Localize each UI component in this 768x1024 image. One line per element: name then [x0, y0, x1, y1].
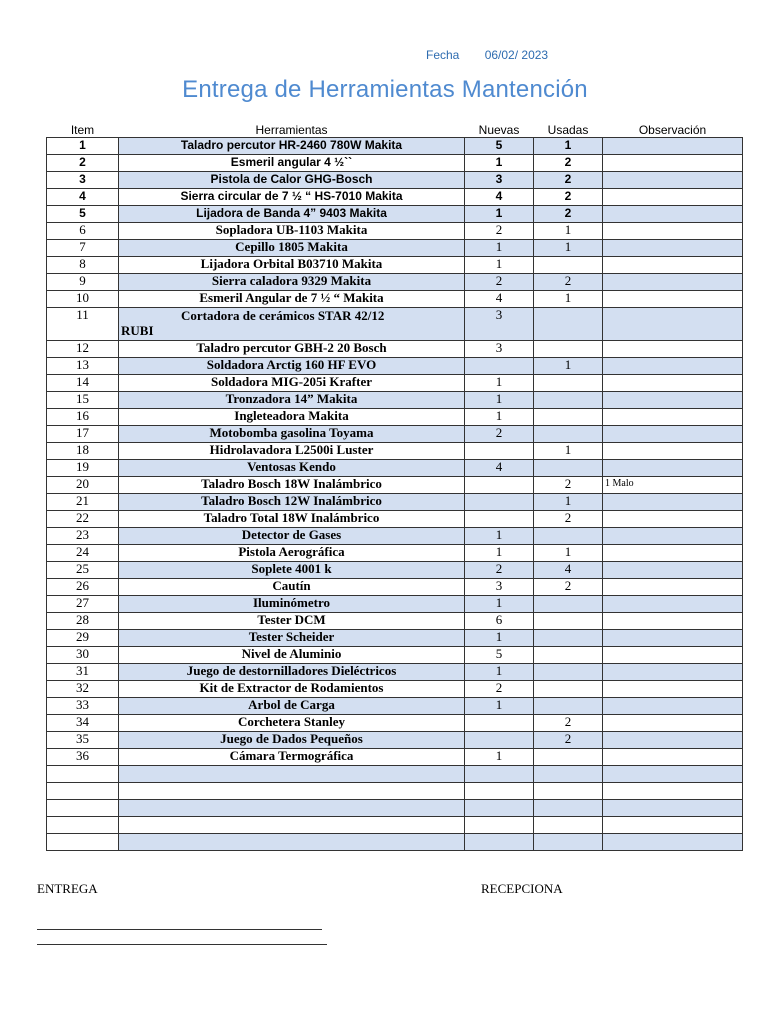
usadas-cell: [534, 460, 603, 477]
nuevas-cell: 3: [465, 579, 534, 596]
usadas-cell: [534, 375, 603, 392]
item-number-cell: [47, 817, 119, 834]
nuevas-cell: 1: [465, 240, 534, 257]
tool-name-cell: Cámara Termográfica: [119, 749, 465, 766]
usadas-cell: [534, 341, 603, 358]
tool-name-cell: Juego de destornilladores Dieléctricos: [119, 664, 465, 681]
nuevas-cell: [465, 834, 534, 851]
observacion-cell: [603, 596, 743, 613]
nuevas-cell: 4: [465, 460, 534, 477]
nuevas-cell: 6: [465, 613, 534, 630]
observacion-cell: [603, 155, 743, 172]
table-header-row: [47, 122, 743, 138]
date-line: [426, 48, 548, 62]
item-number-cell: 8: [47, 257, 119, 274]
item-number-cell: 31: [47, 664, 119, 681]
item-number-cell: 26: [47, 579, 119, 596]
table-row: [47, 206, 743, 223]
nuevas-cell: 1: [465, 528, 534, 545]
tool-name-cell: Lijadora Orbital B03710 Makita: [119, 257, 465, 274]
nuevas-cell: [465, 443, 534, 460]
tool-name-cell: Motobomba gasolina Toyama: [119, 426, 465, 443]
usadas-cell: 1: [534, 240, 603, 257]
usadas-cell: 2: [534, 189, 603, 206]
item-number-cell: 5: [47, 206, 119, 223]
column-header-item: Item: [70, 123, 95, 137]
observacion-cell: [603, 528, 743, 545]
nuevas-cell: 3: [465, 308, 534, 341]
tool-name-cell: Pistola de Calor GHG-Bosch: [119, 172, 465, 189]
usadas-cell: [534, 766, 603, 783]
tool-name-cell: Detector de Gases: [119, 528, 465, 545]
item-number-cell: 20: [47, 477, 119, 494]
table-row: [47, 155, 743, 172]
usadas-cell: 2: [534, 206, 603, 223]
table-row: [47, 698, 743, 715]
item-number-cell: 28: [47, 613, 119, 630]
table-body: [47, 138, 743, 851]
nuevas-cell: [465, 766, 534, 783]
observacion-cell: [603, 800, 743, 817]
item-number-cell: 3: [47, 172, 119, 189]
tool-name-cell: Arbol de Carga: [119, 698, 465, 715]
tool-name-cell: Sierra caladora 9329 Makita: [119, 274, 465, 291]
usadas-cell: [534, 613, 603, 630]
nuevas-cell: 3: [465, 341, 534, 358]
table-row: [47, 579, 743, 596]
usadas-cell: 2: [534, 579, 603, 596]
table-row: [47, 681, 743, 698]
tool-name-cell: Hidrolavadora L2500i Luster: [119, 443, 465, 460]
date-label: Fecha: [426, 48, 460, 62]
tool-name-line: Cortadora de cerámicos STAR 42/12: [181, 308, 385, 323]
nuevas-cell: 1: [465, 630, 534, 647]
observacion-cell: [603, 698, 743, 715]
table-row: [47, 630, 743, 647]
observacion-cell: [603, 291, 743, 308]
usadas-cell: [534, 596, 603, 613]
tool-name-cell: Ingleteadora Makita: [119, 409, 465, 426]
nuevas-cell: [465, 800, 534, 817]
nuevas-cell: 3: [465, 172, 534, 189]
table-row: [47, 800, 743, 817]
tool-name-cell: Sierra circular de 7 ½ “ HS-7010 Makita: [119, 189, 465, 206]
usadas-cell: [534, 834, 603, 851]
tool-name-cell: Nivel de Aluminio: [119, 647, 465, 664]
nuevas-cell: 1: [465, 664, 534, 681]
usadas-cell: 1: [534, 223, 603, 240]
observacion-cell: [603, 562, 743, 579]
table-row: [47, 477, 743, 494]
table-row: [47, 647, 743, 664]
date-value: 06/02/ 2023: [484, 48, 549, 62]
item-number-cell: 33: [47, 698, 119, 715]
usadas-cell: 2: [534, 511, 603, 528]
observacion-cell: [603, 358, 743, 375]
observacion-cell: [603, 375, 743, 392]
observacion-cell: [603, 511, 743, 528]
tool-name-cell: [119, 800, 465, 817]
observacion-cell: [603, 732, 743, 749]
observacion-cell: [603, 257, 743, 274]
usadas-cell: [534, 749, 603, 766]
column-header-usadas: Usadas: [547, 123, 589, 137]
nuevas-cell: 1: [465, 206, 534, 223]
observacion-cell: [603, 647, 743, 664]
nuevas-cell: 2: [465, 274, 534, 291]
tool-name-cell: Tester DCM: [119, 613, 465, 630]
nuevas-cell: 5: [465, 647, 534, 664]
usadas-cell: [534, 664, 603, 681]
item-number-cell: 30: [47, 647, 119, 664]
usadas-cell: [534, 817, 603, 834]
nuevas-cell: 2: [465, 562, 534, 579]
item-number-cell: 19: [47, 460, 119, 477]
signature-line: [37, 944, 327, 945]
item-number-cell: 22: [47, 511, 119, 528]
observacion-cell: [603, 240, 743, 257]
item-number-cell: 36: [47, 749, 119, 766]
tool-name-cell: [119, 783, 465, 800]
usadas-cell: 2: [534, 172, 603, 189]
tool-name-cell: Juego de Dados Pequeños: [119, 732, 465, 749]
item-number-cell: 12: [47, 341, 119, 358]
nuevas-cell: 1: [465, 545, 534, 562]
item-number-cell: [47, 766, 119, 783]
tool-name-cell: Cautín: [119, 579, 465, 596]
signature-label-entrega: ENTREGA: [37, 881, 98, 896]
tool-name-cell: Sopladora UB-1103 Makita: [119, 223, 465, 240]
table-row: [47, 749, 743, 766]
observacion-cell: [603, 613, 743, 630]
table-row: [47, 223, 743, 240]
table-row: [47, 409, 743, 426]
table-row: [47, 341, 743, 358]
nuevas-cell: 1: [465, 155, 534, 172]
observacion-cell: [603, 189, 743, 206]
observacion-cell: [603, 766, 743, 783]
usadas-cell: [534, 392, 603, 409]
item-number-cell: 34: [47, 715, 119, 732]
usadas-cell: 1: [534, 291, 603, 308]
signature-line: [37, 929, 322, 930]
observacion-cell: [603, 426, 743, 443]
tool-name-cell: [119, 766, 465, 783]
observacion-cell: 1 Malo: [603, 477, 743, 494]
table-row: [47, 172, 743, 189]
tool-name-cell: Kit de Extractor de Rodamientos: [119, 681, 465, 698]
item-number-cell: [47, 800, 119, 817]
item-number-cell: 27: [47, 596, 119, 613]
usadas-cell: 2: [534, 477, 603, 494]
nuevas-cell: 4: [465, 291, 534, 308]
item-number-cell: 9: [47, 274, 119, 291]
table-row: [47, 715, 743, 732]
table-row: [47, 664, 743, 681]
observacion-cell: [603, 274, 743, 291]
observacion-cell: [603, 664, 743, 681]
nuevas-cell: 2: [465, 223, 534, 240]
table-row: [47, 783, 743, 800]
usadas-cell: [534, 630, 603, 647]
nuevas-cell: 1: [465, 596, 534, 613]
item-number-cell: 23: [47, 528, 119, 545]
usadas-cell: [534, 681, 603, 698]
table-row: [47, 613, 743, 630]
nuevas-cell: [465, 817, 534, 834]
tool-name-cell: Soldadora MIG-205i Krafter: [119, 375, 465, 392]
usadas-cell: [534, 647, 603, 664]
nuevas-cell: 2: [465, 681, 534, 698]
item-number-cell: 6: [47, 223, 119, 240]
page-title-text: Entrega de Herramientas Mantención: [182, 76, 588, 103]
observacion-cell: [603, 834, 743, 851]
page-title: [0, 76, 768, 104]
tool-name-cell: Esmeril angular 4 ½``: [119, 155, 465, 172]
usadas-cell: 2: [534, 274, 603, 291]
item-number-cell: 18: [47, 443, 119, 460]
item-number-cell: 29: [47, 630, 119, 647]
tool-name-cell: Ventosas Kendo: [119, 460, 465, 477]
table-row: [47, 291, 743, 308]
item-number-cell: [47, 783, 119, 800]
nuevas-cell: 2: [465, 426, 534, 443]
item-number-cell: 25: [47, 562, 119, 579]
nuevas-cell: 5: [465, 138, 534, 155]
tool-name-cell: Corchetera Stanley: [119, 715, 465, 732]
observacion-cell: [603, 630, 743, 647]
tool-name-cell: Tester Scheider: [119, 630, 465, 647]
observacion-cell: [603, 138, 743, 155]
nuevas-cell: 1: [465, 375, 534, 392]
observacion-cell: [603, 817, 743, 834]
table-row: [47, 426, 743, 443]
observacion-cell: [603, 308, 743, 341]
tool-name-cell: Iluminómetro: [119, 596, 465, 613]
table-row: [47, 494, 743, 511]
observacion-cell: [603, 749, 743, 766]
observacion-cell: [603, 206, 743, 223]
nuevas-cell: 1: [465, 392, 534, 409]
tool-name-cell: Taladro percutor GBH-2 20 Bosch: [119, 341, 465, 358]
observacion-cell: [603, 494, 743, 511]
usadas-cell: 4: [534, 562, 603, 579]
item-number-cell: 13: [47, 358, 119, 375]
observacion-cell: [603, 223, 743, 240]
item-number-cell: 11: [47, 308, 119, 341]
observacion-cell: [603, 172, 743, 189]
nuevas-cell: [465, 732, 534, 749]
nuevas-cell: [465, 477, 534, 494]
usadas-cell: 1: [534, 358, 603, 375]
observacion-cell: [603, 681, 743, 698]
nuevas-cell: 1: [465, 257, 534, 274]
tool-name-cell: Taladro Total 18W Inalámbrico: [119, 511, 465, 528]
table-row: [47, 817, 743, 834]
observacion-cell: [603, 443, 743, 460]
table-row: [47, 375, 743, 392]
usadas-cell: 2: [534, 155, 603, 172]
table-row: [47, 766, 743, 783]
item-number-cell: 17: [47, 426, 119, 443]
item-number-cell: 21: [47, 494, 119, 511]
tool-name-cell: Soldadora Arctig 160 HF EVO: [119, 358, 465, 375]
table-row: [47, 596, 743, 613]
nuevas-cell: [465, 494, 534, 511]
table-row: [47, 274, 743, 291]
table-row: [47, 460, 743, 477]
table-row: [47, 392, 743, 409]
nuevas-cell: 1: [465, 749, 534, 766]
tool-name-cell: Taladro percutor HR-2460 780W Makita: [119, 138, 465, 155]
table-row: [47, 257, 743, 274]
usadas-cell: [534, 528, 603, 545]
table-row: [47, 443, 743, 460]
nuevas-cell: 1: [465, 698, 534, 715]
observacion-cell: [603, 579, 743, 596]
usadas-cell: [534, 800, 603, 817]
usadas-cell: [534, 409, 603, 426]
item-number-cell: 14: [47, 375, 119, 392]
item-number-cell: 15: [47, 392, 119, 409]
tool-name-cell: [119, 308, 465, 341]
tool-name-cell: Lijadora de Banda 4” 9403 Makita: [119, 206, 465, 223]
usadas-cell: 1: [534, 443, 603, 460]
table-row: [47, 834, 743, 851]
usadas-cell: 1: [534, 545, 603, 562]
tool-name-cell: Soplete 4001 k: [119, 562, 465, 579]
usadas-cell: [534, 698, 603, 715]
column-header-nuevas: Nuevas: [478, 123, 520, 137]
tool-name-cell: Pistola Aerográfica: [119, 545, 465, 562]
usadas-cell: [534, 308, 603, 341]
nuevas-cell: 4: [465, 189, 534, 206]
tool-name-cell: [119, 834, 465, 851]
item-number-cell: 24: [47, 545, 119, 562]
item-number-cell: 35: [47, 732, 119, 749]
item-number-cell: 7: [47, 240, 119, 257]
observacion-cell: [603, 545, 743, 562]
column-header-herramientas: Herramientas: [255, 123, 328, 137]
signature-label-recepciona: RECEPCIONA: [481, 881, 563, 896]
tool-name-cell: Taladro Bosch 18W Inalámbrico: [119, 477, 465, 494]
usadas-cell: 1: [534, 494, 603, 511]
item-number-cell: 32: [47, 681, 119, 698]
table-row: [47, 562, 743, 579]
usadas-cell: 2: [534, 715, 603, 732]
tool-name-line: RUBI: [121, 323, 154, 338]
item-number-cell: 10: [47, 291, 119, 308]
observacion-cell: [603, 715, 743, 732]
nuevas-cell: [465, 358, 534, 375]
table-row: [47, 358, 743, 375]
table-row: [47, 240, 743, 257]
tool-name-cell: Cepillo 1805 Makita: [119, 240, 465, 257]
item-number-cell: 4: [47, 189, 119, 206]
item-number-cell: [47, 834, 119, 851]
usadas-cell: [534, 783, 603, 800]
nuevas-cell: [465, 511, 534, 528]
observacion-cell: [603, 409, 743, 426]
usadas-cell: 1: [534, 138, 603, 155]
item-number-cell: 16: [47, 409, 119, 426]
table-row: [47, 138, 743, 155]
tool-name-cell: Taladro Bosch 12W Inalámbrico: [119, 494, 465, 511]
nuevas-cell: [465, 715, 534, 732]
tool-name-cell: Tronzadora 14” Makita: [119, 392, 465, 409]
item-number-cell: 2: [47, 155, 119, 172]
table-row: [47, 528, 743, 545]
tool-name-cell: Esmeril Angular de 7 ½ “ Makita: [119, 291, 465, 308]
nuevas-cell: [465, 783, 534, 800]
observacion-cell: [603, 460, 743, 477]
tool-name-cell: [119, 817, 465, 834]
observacion-cell: [603, 341, 743, 358]
usadas-cell: 2: [534, 732, 603, 749]
usadas-cell: [534, 257, 603, 274]
item-number-cell: 1: [47, 138, 119, 155]
usadas-cell: [534, 426, 603, 443]
nuevas-cell: 1: [465, 409, 534, 426]
tools-table: [46, 122, 743, 851]
table-row: [47, 732, 743, 749]
observacion-cell: [603, 392, 743, 409]
table-row: [47, 189, 743, 206]
table-row: [47, 511, 743, 528]
table-row: [47, 308, 743, 341]
column-header-observacion: Observación: [638, 123, 707, 137]
observacion-cell: [603, 783, 743, 800]
table-row: [47, 545, 743, 562]
